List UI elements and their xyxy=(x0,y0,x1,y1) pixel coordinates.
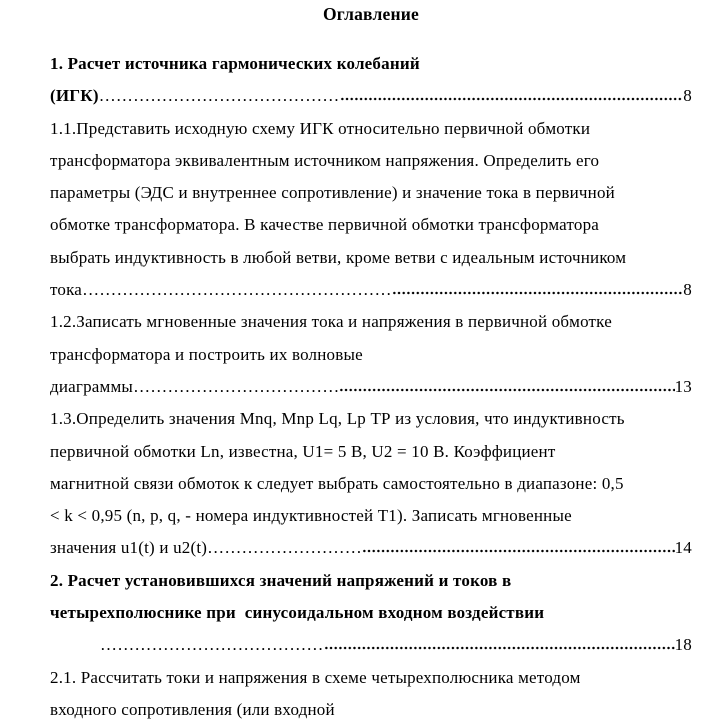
toc-line xyxy=(50,500,692,532)
toc-lines xyxy=(50,48,692,726)
toc-line-text: тока xyxy=(50,280,83,300)
toc-line-text: магнитной связи обмоток к следует выбрать самостоятельно в диапазоне: 0,5 xyxy=(50,473,624,493)
toc-line xyxy=(50,597,692,629)
toc-line xyxy=(50,565,692,597)
toc-line-text: 2.1. Рассчитать токи и напряжения в схеме четырехполюсника методом xyxy=(50,667,581,687)
toc-line xyxy=(50,403,692,435)
toc-line-text: обмотке трансформатора. В качестве первичной обмотки трансформатора xyxy=(50,215,600,235)
toc-line xyxy=(50,532,692,564)
toc-line xyxy=(50,468,692,500)
toc-line-text: диаграммы xyxy=(50,376,134,396)
toc-line-text: 1.2.Записать мгновенные значения тока и напряжения в первичной обмотке xyxy=(50,312,612,332)
toc-line xyxy=(50,209,692,241)
dot-leader xyxy=(362,549,675,553)
toc-line xyxy=(50,436,692,468)
toc-line-text: ……………………………… xyxy=(133,376,340,396)
page-number: 18 xyxy=(674,635,692,655)
toc-line-text: входного сопротивления (или входной xyxy=(50,699,335,719)
dot-leader xyxy=(324,646,675,650)
dot-leader xyxy=(340,97,684,101)
toc-line-text: (ИГК) xyxy=(50,86,99,106)
toc-line-text: трансформатора и построить их волновые xyxy=(50,344,363,364)
toc-line xyxy=(50,145,692,177)
toc-line xyxy=(50,306,692,338)
toc-line-text: первичной обмотки Ln, известна, U1= 5 В, U2 = 10 В. Коэффициент xyxy=(50,441,556,461)
toc-line-text: значения u1(t) и u2(t) xyxy=(50,538,208,558)
toc-line-text: трансформатора эквивалентным источником напряжения. Определить его xyxy=(50,150,600,170)
toc-line-text: ……………………………………………… xyxy=(82,280,392,300)
toc-line-text: ……………………… xyxy=(207,538,362,558)
toc-line-text: 1.1.Представить исходную схему ИГК относительно первичной обмотки xyxy=(50,118,591,138)
toc-line xyxy=(50,177,692,209)
page-number: 14 xyxy=(674,538,692,558)
toc-line-text: < k < 0,95 (n, p, q, - номера индуктивностей Т1). Записать мгновенные xyxy=(50,506,572,526)
toc-line xyxy=(50,274,692,306)
page-number: 13 xyxy=(674,376,692,396)
page-number: 8 xyxy=(683,86,692,106)
toc-line-text: четырехполюснике при синусоидальном входном воздействии xyxy=(50,603,545,623)
toc-line xyxy=(50,80,692,112)
toc-line-text: 1.3.Определить значения Mnq, Mnp Lq, Lp ТР из условия, что индуктивность xyxy=(50,409,625,429)
toc-line-text: выбрать индуктивность в любой ветви, кроме ветви с идеальным источником xyxy=(50,247,627,267)
toc-line-text: …………………………………… xyxy=(98,86,340,106)
dot-leader xyxy=(392,291,684,295)
toc-line-text: 1. Расчет источника гармонических колебаний xyxy=(50,54,420,73)
toc-line xyxy=(50,242,692,274)
toc-line xyxy=(50,48,692,80)
toc-line xyxy=(50,629,692,661)
toc-line-text: параметры (ЭДС и внутреннее сопротивление) и значение тока в первичной xyxy=(50,183,615,203)
toc-line-text: 2. Расчет установившихся значений напряжений и токов в xyxy=(50,570,512,590)
toc-line xyxy=(50,339,692,371)
toc-line-text: ………………………………… xyxy=(100,635,324,655)
toc-line xyxy=(50,694,692,726)
toc-line xyxy=(50,371,692,403)
toc-line xyxy=(50,662,692,694)
page-number: 8 xyxy=(683,280,692,300)
toc-line xyxy=(50,113,692,145)
dot-leader xyxy=(339,388,674,392)
toc-title: Оглавление xyxy=(323,4,419,24)
